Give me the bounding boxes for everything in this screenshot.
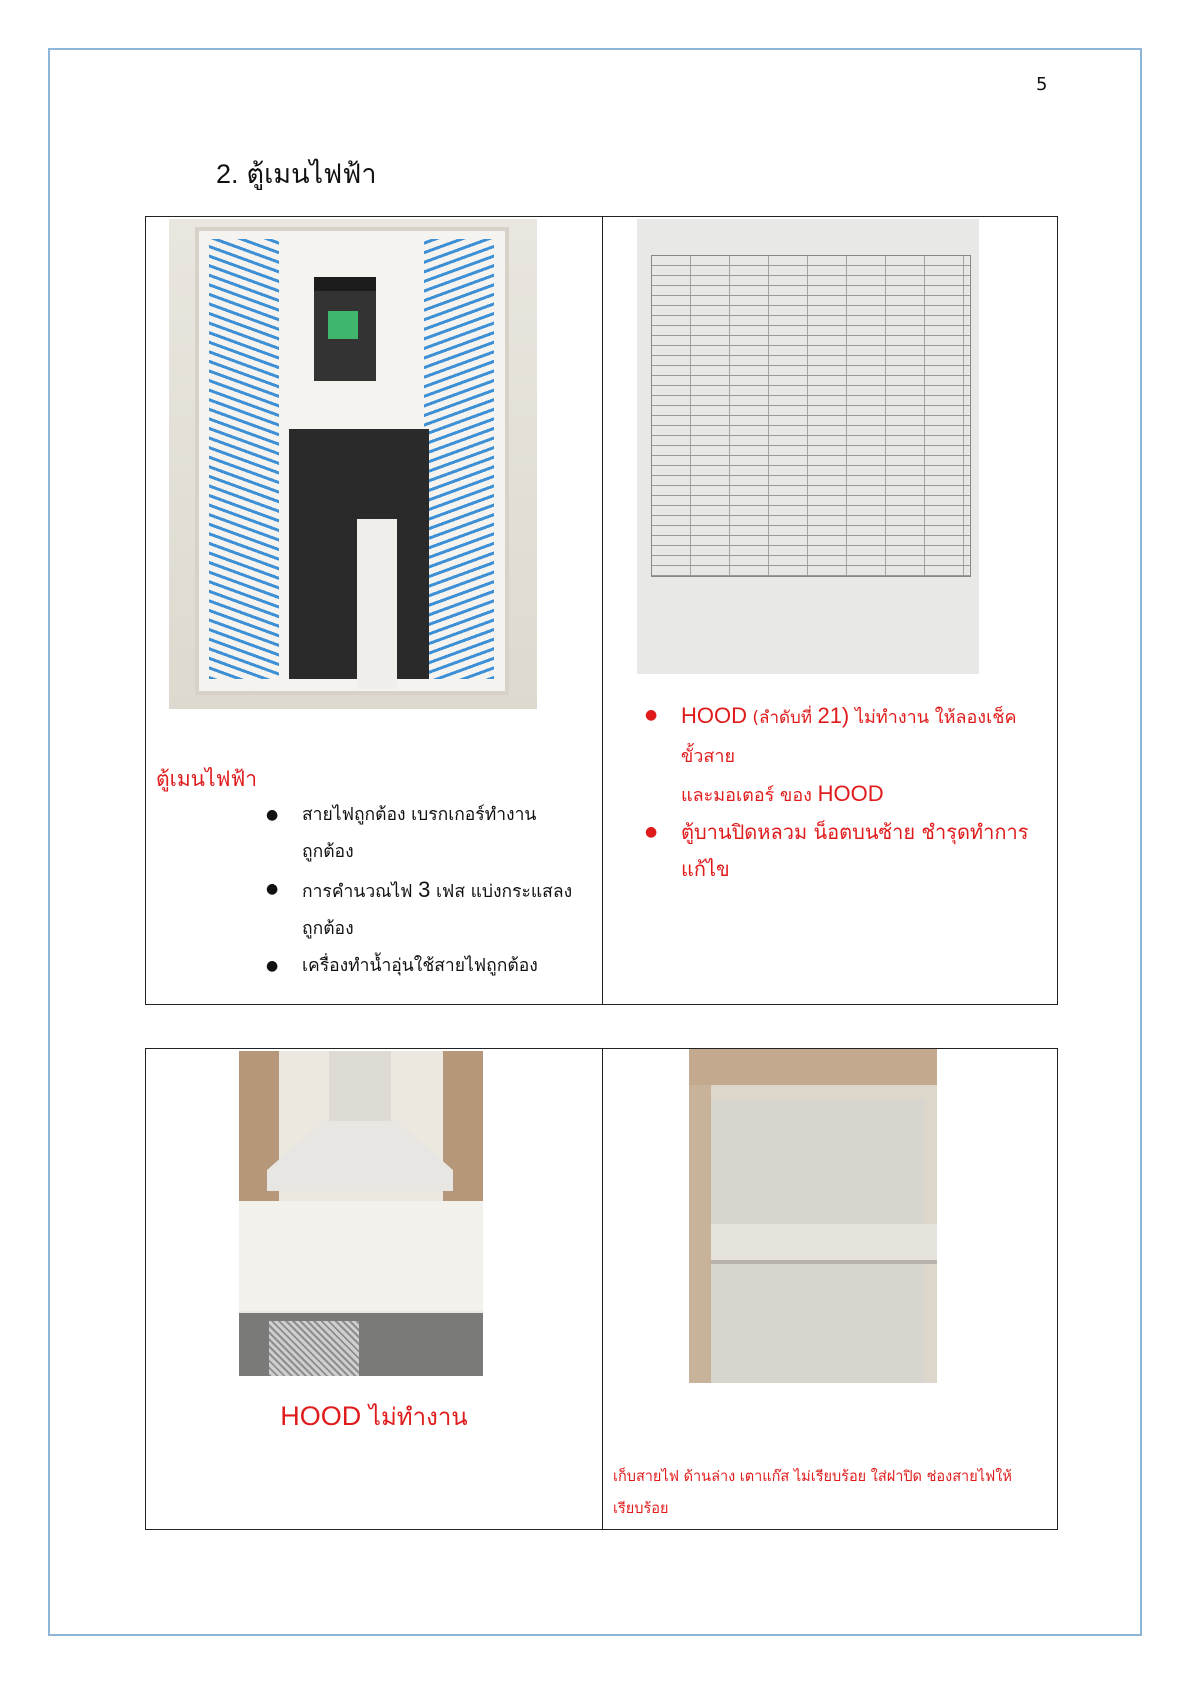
list-item: ● สายไฟถูกต้อง เบรกเกอร์ทำงาน ถูกต้อง [266, 797, 586, 871]
hood-caption: HOOD ไม่ทำงาน [280, 1401, 468, 1431]
panel-photo-cell [146, 217, 603, 1005]
section-title: ตู้เมนไฟฟ้า [246, 159, 377, 190]
list-item: ● เครื่องทำน้ำอุ่นใช้สายไฟถูกต้อง [266, 948, 586, 985]
section-heading [216, 152, 377, 195]
cabinet-photo [689, 1049, 937, 1383]
issue-list [645, 697, 1045, 888]
schedule-photo-cell [603, 217, 1058, 1005]
page-number: 5 [1036, 74, 1048, 95]
electrical-panel-table [145, 216, 1058, 1005]
list-item: ● HOOD (ลำดับที่ 21) ไม่ทำงาน ให้ลองเช็ค ขั้วสาย และมอเตอร์ ของ HOOD [645, 697, 1045, 814]
panel-schedule-photo [637, 219, 979, 674]
list-item: ● การคำนวณไฟ 3 เฟส แบ่งกระแสลง ถูกต้อง [266, 871, 586, 948]
section-number: 2. [216, 159, 239, 189]
cabinet-caption: เก็บสายไฟ ด้านล่าง เตาแก๊ส ไม่เรียบร้อย ใส่ฝาปิด ช่องสายไฟให้ เรียบร้อย [613, 1469, 1012, 1517]
hood-photo-cell [146, 1049, 603, 1530]
list-item: ● ตู้บานปิดหลวม น็อตบนซ้าย ชำรุดทำการ แก้ไข [645, 814, 1045, 888]
panel-caption-title: ตู้เมนไฟฟ้า [156, 767, 258, 791]
electrical-panel-photo [169, 219, 537, 709]
panel-checklist [266, 797, 586, 985]
range-hood-photo [239, 1051, 483, 1376]
hood-cabinet-table [145, 1048, 1058, 1530]
cabinet-photo-cell [603, 1049, 1058, 1530]
